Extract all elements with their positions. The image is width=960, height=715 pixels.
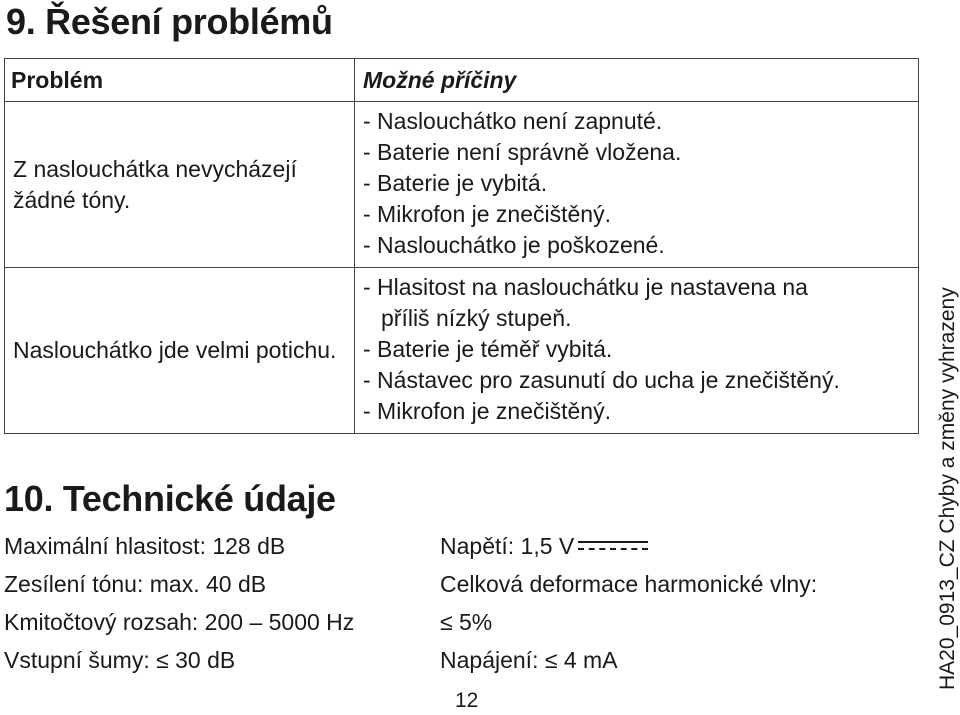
spec-gain: Zesílení tónu: max. 40 dB <box>4 571 267 597</box>
cause-item: - Baterie není správně vložena. <box>363 139 682 165</box>
section-10-title: 10. Technické údaje <box>4 478 336 519</box>
spec-supply: Napájení: ≤ 4 mA <box>440 647 618 673</box>
tech-specs-left <box>4 527 354 679</box>
dc-symbol-icon <box>578 538 648 558</box>
spec-frequency-range: Kmitočtový rozsah: 200 – 5000 Hz <box>4 609 355 635</box>
spec-voltage-line <box>440 527 817 565</box>
cause-item: - Baterie je téměř vybitá. <box>363 336 613 362</box>
cause-item: - Naslouchátko je poškozené. <box>363 232 665 258</box>
cause-item-continuation: příliš nízký stupeň. <box>381 305 572 331</box>
tech-specs-right <box>440 527 817 679</box>
problem-cell: Naslouchátko jde velmi potichu. <box>5 268 355 434</box>
causes-cell <box>355 102 919 268</box>
spec-voltage: Napětí: 1,5 V <box>440 533 575 559</box>
problem-cell: Z naslouchátka nevycházejí žádné tóny. <box>5 102 355 268</box>
header-problem: Problém <box>5 59 355 102</box>
cause-item: - Mikrofon je znečištěný. <box>363 201 611 227</box>
spec-input-noise: Vstupní šumy: ≤ 30 dB <box>4 647 236 673</box>
cause-item: - Baterie je vybitá. <box>363 170 548 196</box>
cause-item: - Mikrofon je znečištěný. <box>363 398 611 424</box>
header-causes: Možné příčiny <box>355 59 919 102</box>
causes-cell <box>355 268 919 434</box>
cause-item: - Hlasitost na naslouchátku je nastavena na <box>363 274 808 300</box>
cause-item: - Naslouchátko není zapnuté. <box>363 108 663 134</box>
table-header-row <box>5 59 919 102</box>
section-9-title: 9. Řešení problémů <box>6 1 333 42</box>
side-note: HA20_0913_CZ Chyby a změny vyhrazeny <box>936 287 959 690</box>
table-row <box>5 102 919 268</box>
spec-max-volume: Maximální hlasitost: 128 dB <box>4 533 286 559</box>
spec-distortion-value: ≤ 5% <box>440 609 493 635</box>
page-number: 12 <box>455 689 479 712</box>
troubleshooting-table <box>4 58 919 434</box>
spec-distortion-label: Celková deformace harmonické vlny: <box>440 571 818 597</box>
table-row <box>5 268 919 434</box>
cause-item: - Nástavec pro zasunutí do ucha je znečištěný. <box>363 367 840 393</box>
